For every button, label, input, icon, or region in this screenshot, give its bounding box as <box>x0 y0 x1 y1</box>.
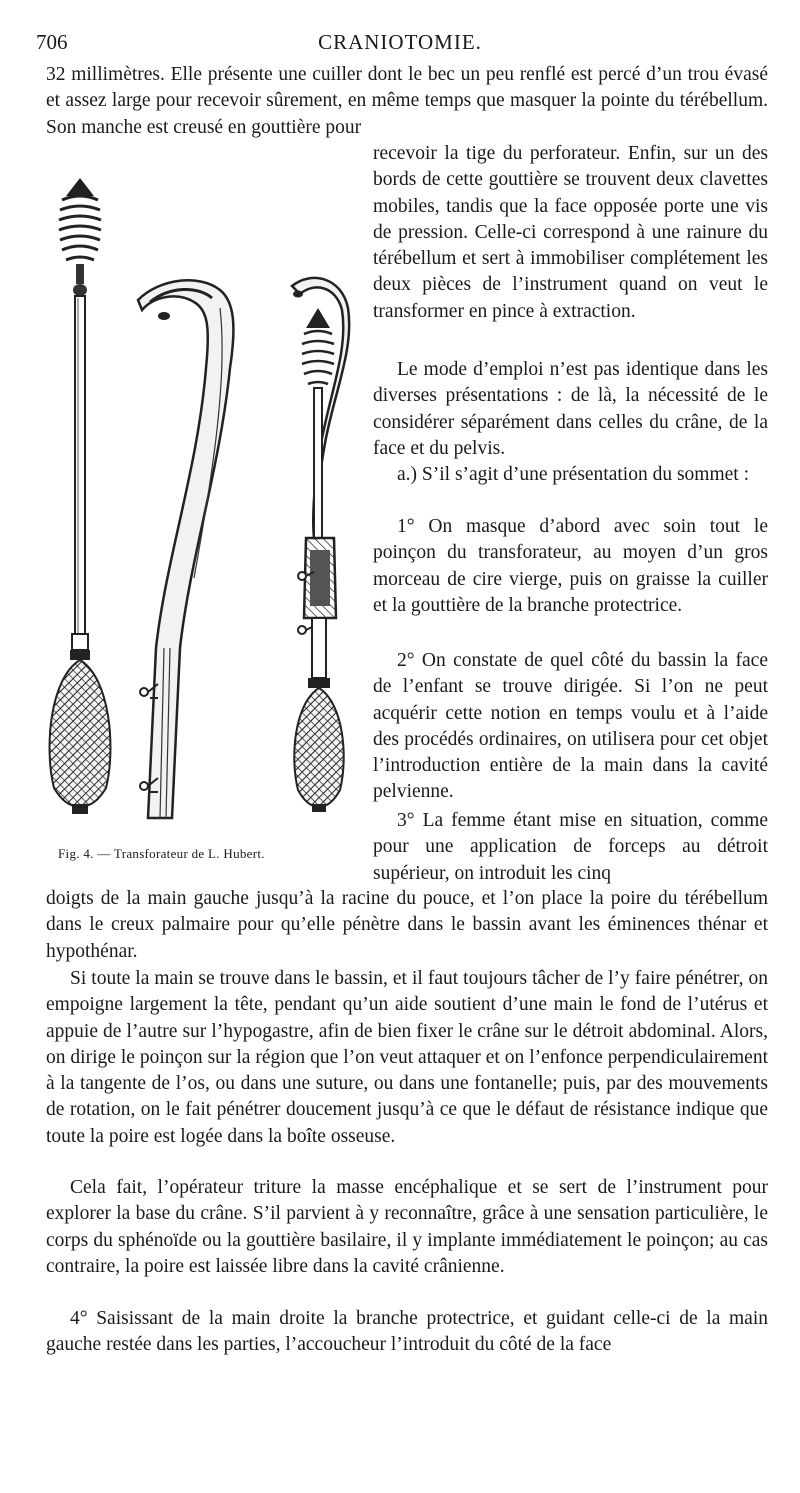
paragraph-3: Le mode d’emploi n’est pas identique dans les diverses présentations : de là, la nécessité de le considérer séparément dans celles du crâne, de la face et du pelvis. <box>373 359 768 459</box>
paragraph-10: Cela fait, l’opérateur triture la masse encéphalique et se sert de l’instrument pour explorer la base du crâne. S’il parvient à y reconnaître, grâce à une sensation particulière, le corps du sphénoïde ou la gouttière basilaire, il y implante immédiatement le poinçon; au cas contraire, la poire est laissée libre dans la cavité crânienne. <box>46 1177 768 1277</box>
caption-text: Transforateur de L. Hubert. <box>113 846 265 861</box>
page-header <box>36 30 764 60</box>
protective-branch-instrument <box>138 280 233 818</box>
paragraph-9: Si toute la main se trouve dans le bassin, et il faut toujours tâcher de l’y faire pénétrer, on empoigne largement la tête, pendant qu’un aide soutient d’une main le fond de l’utérus et appuie de l’autre sur l’hypogastre, afin de bien fixer le crâne sur le détroit abdominal. Alors, on dirige le poinçon sur la région que l’on veut attaquer et on l’enfonce perpendiculairement à la tangente de l’os, ou dans une suture, ou dans une fontanelle; puis, par des mouvements de rotation, on le fait pénétrer doucement jusqu’à ce que le défaut de résistance indique que toute la poire est logée dans la boîte osseuse. <box>46 968 768 1147</box>
paragraph-1: 32 millimètres. Elle présente une cuiller dont le bec un peu renflé est percé d’un trou évasé et assez large pour recevoir sûrement, en même temps que masquer la pointe du térébellum. Son manche est creusé en gouttière pour <box>46 64 768 138</box>
running-title: CRANIOTOMIE. <box>318 30 482 54</box>
paragraph-6: 2° On constate de quel côté du bassin la face de l’enfant se trouve dirigée. Si l’on ne peut acquérir cette notion en temps voulu et à l’aide des procédés ordinaires, on utilisera pour cet objet l’introduction entière de la main dans la cavité pelvienne. <box>373 650 768 803</box>
assembled-transforateur-instrument <box>292 278 349 812</box>
paragraph-7: 3° La femme étant mise en situation, comme pour une application de forceps au détroit supérieur, on introduit les cinq <box>373 810 768 884</box>
transforateur-illustration <box>30 178 360 828</box>
paragraph-5: 1° On masque d’abord avec soin tout le poinçon du transforateur, au moyen d’un gros morceau de cire vierge, puis on graisse la cuiller et la gouttière de la branche protectrice. <box>373 516 768 616</box>
paragraph-2: recevoir la tige du perforateur. Enfin, sur un des bords de cette gouttière se trouvent deux clavettes mobiles, tandis que la face opposée porte une vis de pression. Celle-ci correspond à une rainure du térébellum et sert à immobiliser complétement les deux pièces de l’instrument quand on veut le transformer en pince à extraction. <box>373 143 768 322</box>
paragraph-11: 4° Saisissant de la main droite la branche protectrice, et guidant celle-ci de la main gauche restée dans les parties, l’accoucheur l’introduit du côté de la face <box>46 1308 768 1356</box>
figure-caption <box>58 846 358 862</box>
paragraph-4: a.) S’il s’agit d’une présentation du sommet : <box>397 464 750 485</box>
page-number: 706 <box>36 30 68 54</box>
terebellum-instrument <box>50 178 111 814</box>
paragraph-8: doigts de la main gauche jusqu’à la racine du pouce, et l’on place la poire du térébellum dans le creux palmaire pour qu’elle pénètre dans le bassin avant les éminences thénar et hypothénar. <box>46 888 768 962</box>
figure-transforateur <box>30 178 360 828</box>
caption-label: Fig. 4. <box>58 846 94 861</box>
caption-dash: — <box>97 846 111 861</box>
